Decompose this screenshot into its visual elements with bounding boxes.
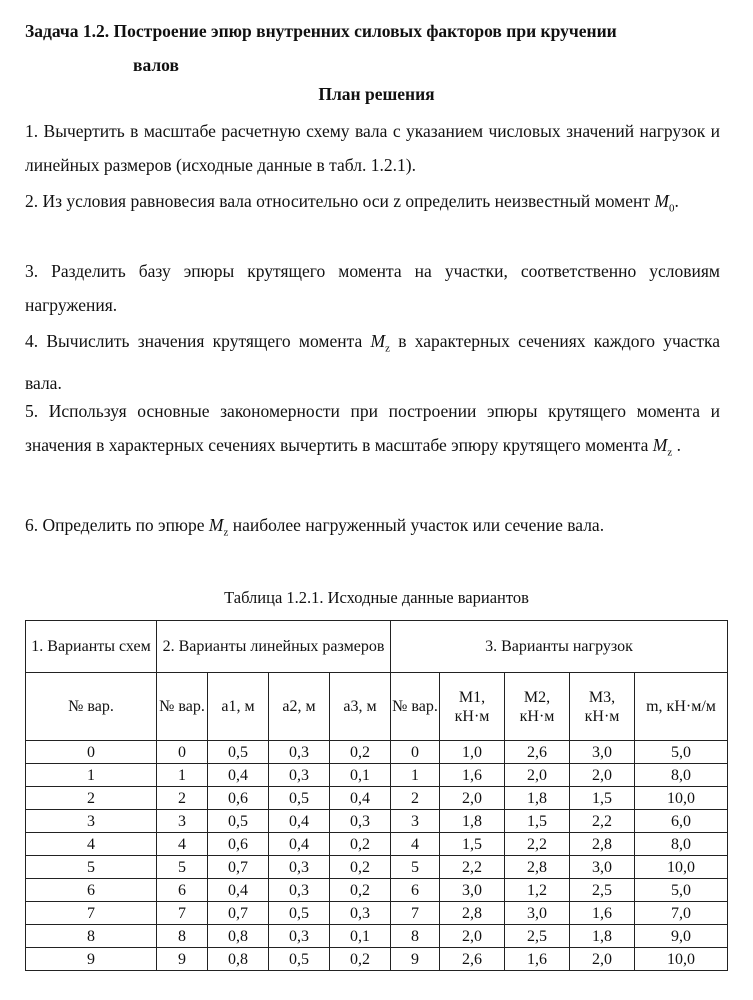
moment-subscript: z: [667, 446, 673, 459]
table-cell: 8: [391, 925, 440, 948]
step-text: 5. Используя основные закономерности при построении эпюры крутящего момента и значения в характерных сечениях вычертить в масштабе эпюру крутящего момента: [25, 401, 720, 455]
plan-heading: План решения: [318, 84, 435, 104]
step-6: [25, 508, 720, 550]
table-cell: 0,6: [208, 787, 269, 810]
table-cell: 1: [157, 764, 208, 787]
table-row: [26, 741, 728, 764]
table-cell: 5: [157, 856, 208, 879]
table-cell: 0,5: [269, 948, 330, 971]
table-cell: 5,0: [635, 741, 728, 764]
step-text: 1. Вычертить в масштабе расчетную схему вала с указанием числовых значений нагрузок и линейных размеров (исходные данные в табл. 1.2.1).: [25, 121, 720, 175]
table-cell: 0,3: [269, 879, 330, 902]
table-cell: 2,8: [505, 856, 570, 879]
moment-symbol: M: [370, 331, 386, 351]
table-cell: 0,2: [330, 856, 391, 879]
table-cell: 0: [157, 741, 208, 764]
table-cell: 2,6: [440, 948, 505, 971]
table-cell: 0,5: [269, 787, 330, 810]
table-cell: 1: [26, 764, 157, 787]
table-cell: 10,0: [635, 948, 728, 971]
table-row: [26, 833, 728, 856]
table-cell: 0: [26, 741, 157, 764]
table-cell: 6: [391, 879, 440, 902]
table-cell: 4: [26, 833, 157, 856]
table-cell: 3: [157, 810, 208, 833]
table-cell: 0,3: [330, 810, 391, 833]
group-header-sizes: 2. Варианты линейных размеров: [157, 621, 391, 673]
table-cell: 1,6: [570, 902, 635, 925]
table-cell: 2,0: [440, 925, 505, 948]
table-cell: 3: [26, 810, 157, 833]
table-cell: 2,0: [440, 787, 505, 810]
table-row: [26, 902, 728, 925]
table-cell: 3,0: [440, 879, 505, 902]
table-cell: 2: [391, 787, 440, 810]
table-cell: 1,8: [570, 925, 635, 948]
table-cell: 0: [391, 741, 440, 764]
table-cell: 0,3: [269, 764, 330, 787]
table-cell: 0,2: [330, 833, 391, 856]
group-header-loads: 3. Варианты нагрузок: [391, 621, 728, 673]
table-cell: 0,1: [330, 925, 391, 948]
table-cell: 7: [26, 902, 157, 925]
table-cell: 0,3: [269, 925, 330, 948]
table-cell: 3: [391, 810, 440, 833]
moment-symbol: M: [654, 191, 669, 211]
table-cell: 1,0: [440, 741, 505, 764]
table-cell: 8: [26, 925, 157, 948]
table-cell: 7,0: [635, 902, 728, 925]
table-row: [26, 879, 728, 902]
table-cell: 0,3: [330, 902, 391, 925]
moment-symbol: M: [208, 515, 224, 535]
column-header: № вар.: [26, 673, 157, 741]
table-cell: 6,0: [635, 810, 728, 833]
table-cell: 0,2: [330, 948, 391, 971]
table-cell: 1,8: [505, 787, 570, 810]
table-cell: 0,2: [330, 879, 391, 902]
table-cell: 9,0: [635, 925, 728, 948]
table-cell: 1,5: [570, 787, 635, 810]
table-caption: Таблица 1.2.1. Исходные данные вариантов: [224, 588, 529, 607]
step-1: [25, 114, 720, 182]
table-cell: 2: [26, 787, 157, 810]
title-line-1: Задача 1.2. Построение эпюр внутренних силовых факторов при кручении: [25, 21, 617, 41]
moment-subscript: 0: [668, 202, 675, 215]
table-cell: 0,5: [208, 741, 269, 764]
table-cell: 1,5: [505, 810, 570, 833]
table-cell: 0,5: [208, 810, 269, 833]
table-row: [26, 948, 728, 971]
step-text: 6. Определить по эпюре: [25, 515, 209, 535]
table-cell: 0,4: [269, 833, 330, 856]
table-cell: 8,0: [635, 833, 728, 856]
table-cell: 7: [391, 902, 440, 925]
table-cell: 1,8: [440, 810, 505, 833]
table-cell: 2,0: [570, 764, 635, 787]
table-cell: 0,6: [208, 833, 269, 856]
table-cell: 0,1: [330, 764, 391, 787]
step-text-end: .: [672, 435, 682, 455]
step-text: 3. Разделить базу эпюры крутящего момента на участки, соответственно условиям нагружения.: [25, 261, 720, 315]
moment-symbol: M: [652, 435, 668, 455]
table-cell: 2,2: [505, 833, 570, 856]
table-cell: 6: [26, 879, 157, 902]
table-cell: 5: [391, 856, 440, 879]
moment-subscript: z: [385, 342, 390, 355]
table-cell: 2,5: [505, 925, 570, 948]
table-cell: 2,0: [505, 764, 570, 787]
sub-header-row: [26, 673, 728, 741]
column-header: M2, кН·м: [505, 673, 570, 741]
table-cell: 0,7: [208, 902, 269, 925]
table-cell: 2,2: [440, 856, 505, 879]
column-header: № вар.: [157, 673, 208, 741]
table-cell: 0,4: [269, 810, 330, 833]
table-row: [26, 810, 728, 833]
table-cell: 1,6: [505, 948, 570, 971]
table-cell: 8,0: [635, 764, 728, 787]
table-cell: 2,8: [570, 833, 635, 856]
table-cell: 9: [157, 948, 208, 971]
table-cell: 2,6: [505, 741, 570, 764]
table-cell: 9: [26, 948, 157, 971]
table-cell: 2,5: [570, 879, 635, 902]
table-cell: 3,0: [570, 741, 635, 764]
table-cell: 1,2: [505, 879, 570, 902]
table-cell: 4: [391, 833, 440, 856]
variants-table: [25, 620, 728, 971]
table-cell: 0,7: [208, 856, 269, 879]
group-header-schemes: 1. Варианты схем: [26, 621, 157, 673]
step-3: [25, 254, 720, 322]
table-cell: 7: [157, 902, 208, 925]
table-cell: 3,0: [505, 902, 570, 925]
table-cell: 2,0: [570, 948, 635, 971]
table-cell: 0,4: [208, 764, 269, 787]
table-row: [26, 856, 728, 879]
step-5: [25, 394, 720, 470]
table-cell: 0,2: [330, 741, 391, 764]
task-title: [25, 14, 725, 82]
column-header: № вар.: [391, 673, 440, 741]
step-2: [25, 184, 720, 226]
table-cell: 2,2: [570, 810, 635, 833]
table-cell: 1: [391, 764, 440, 787]
table-cell: 0,3: [269, 856, 330, 879]
table-cell: 6: [157, 879, 208, 902]
table-cell: 0,4: [330, 787, 391, 810]
table-cell: 5: [26, 856, 157, 879]
table-cell: 0,3: [269, 741, 330, 764]
column-header: a2, м: [269, 673, 330, 741]
table-cell: 0,8: [208, 948, 269, 971]
column-header: m, кН·м/м: [635, 673, 728, 741]
table-cell: 8: [157, 925, 208, 948]
column-header: a3, м: [330, 673, 391, 741]
table-cell: 9: [391, 948, 440, 971]
moment-subscript: z: [223, 526, 229, 539]
table-cell: 5,0: [635, 879, 728, 902]
table-cell: 0,8: [208, 925, 269, 948]
table-cell: 2: [157, 787, 208, 810]
step-text-end: .: [674, 191, 679, 211]
table-row: [26, 764, 728, 787]
table-row: [26, 925, 728, 948]
column-header: a1, м: [208, 673, 269, 741]
table-cell: 4: [157, 833, 208, 856]
table-row: [26, 787, 728, 810]
table-cell: 3,0: [570, 856, 635, 879]
table-cell: 10,0: [635, 787, 728, 810]
step-text: 4. Вычислить значения крутящего момента: [25, 331, 371, 351]
table-cell: 10,0: [635, 856, 728, 879]
step-text-end: в характерных сечениях каждого участка вала.: [25, 331, 720, 393]
table-cell: 1,5: [440, 833, 505, 856]
step-4: [25, 324, 720, 400]
table-cell: 1,6: [440, 764, 505, 787]
title-line-2: валов: [133, 55, 179, 75]
column-header: M3, кН·м: [570, 673, 635, 741]
table-cell: 2,8: [440, 902, 505, 925]
step-text: 2. Из условия равновесия вала относительно оси z определить неизвестный момент: [25, 191, 655, 211]
table-cell: 0,4: [208, 879, 269, 902]
table-cell: 0,5: [269, 902, 330, 925]
step-text-end: наиболее нагруженный участок или сечение вала.: [228, 515, 605, 535]
column-header: M1, кН·м: [440, 673, 505, 741]
